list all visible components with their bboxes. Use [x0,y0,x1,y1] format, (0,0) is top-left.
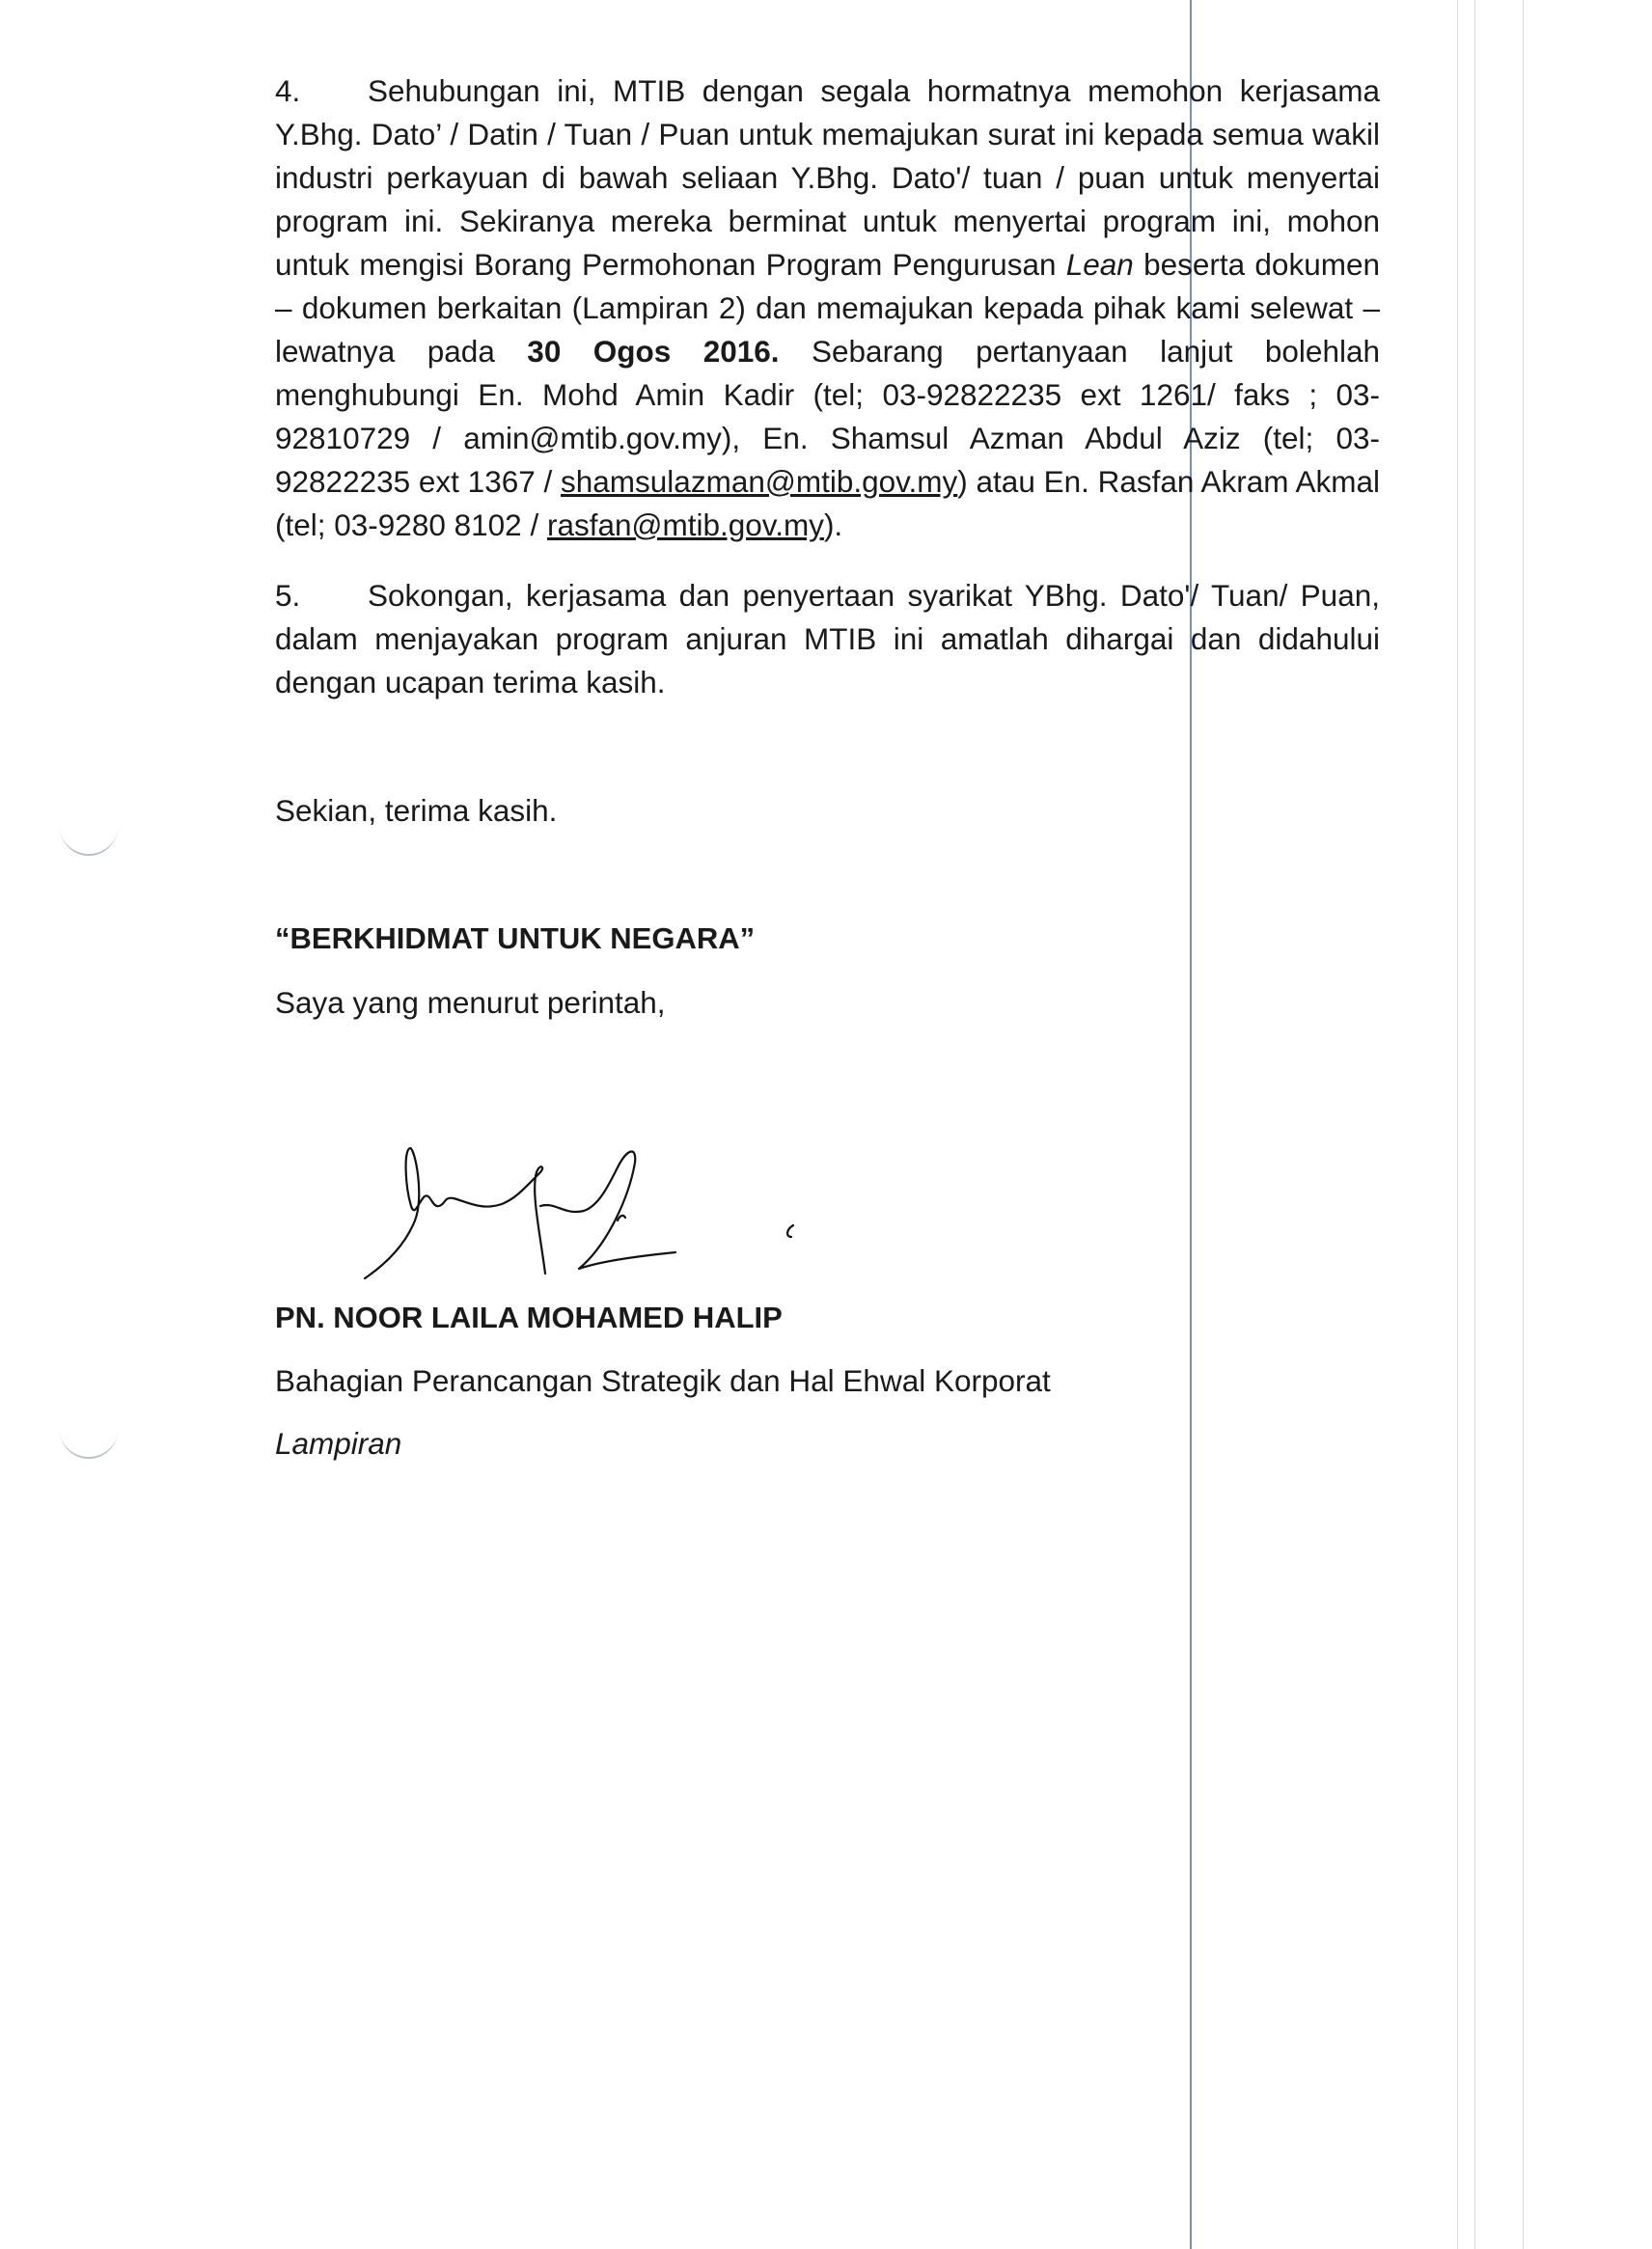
scan-line [1474,0,1475,2249]
scan-line [1457,0,1458,2249]
paragraph-text: Sebarang pertanyaan lanjut bolehlah menghubungi En. Mohd Amin Kadir (tel; 03-92822235 ext 1261/ faks ; 03-92810729 / amin@mtib.gov.my), En. Shamsul Azman Abdul Aziz (tel; 03-92822235 ext 1367 / [275,334,1380,499]
paragraph-text: ). [823,507,843,542]
paragraph-text: ) atau En. Rasfan Akram Akmal (tel; 03-9280 8102 / [275,464,1380,542]
deadline-date: 30 Ogos 2016. [527,334,780,369]
closing-text: Sekian, terima kasih. [275,793,558,828]
salutation: Saya yang menurut perintah, [275,985,666,1020]
paragraph-text: Sokongan, kerjasama dan penyertaan syarikat YBhg. Dato'/ Tuan/ Puan, dalam menjayakan program anjuran MTIB ini amatlah dihargai dan didahului dengan ucapan terima kasih. [275,578,1380,699]
attachment-label: Lampiran [275,1426,402,1461]
signatory-department: Bahagian Perancangan Strategik dan Hal Ehwal Korporat [275,1363,1051,1398]
paragraph-text: beserta dokumen – dokumen berkaitan (Lampiran 2) dan memajukan kepada pihak kami selewat – lewatnya pada [275,247,1380,369]
punch-hole-mark [60,815,118,856]
paragraph-5 [275,574,1380,704]
signature [347,1129,849,1293]
paragraph-text: Sehubungan ini, MTIB dengan segala hormatnya memohon kerjasama Y.Bhg. Dato’ / Datin / Tuan / Puan untuk memajukan surat ini kepada semua wakil industri perkayuan di bawah seliaan Y.Bhg. Dato'/ tuan / puan untuk menyertai program ini. Sekiranya mereka berminat untuk menyertai program ini, mohon untuk mengisi Borang Permohonan Program Pengurusan [275,73,1380,282]
signatory-name: PN. NOOR LAILA MOHAMED HALIP [275,1301,783,1334]
italic-term: Lean [1065,247,1134,282]
email-link-shamsul[interactable]: shamsulazman@mtib.gov.my [561,464,958,499]
paragraph-number: 5. [275,578,301,613]
paragraph-number: 4. [275,73,301,108]
punch-hole-mark [60,1418,118,1459]
scan-line [1523,0,1524,2249]
email-link-rasfan[interactable]: rasfan@mtib.gov.my [546,507,824,542]
motto: “BERKHIDMAT UNTUK NEGARA” [275,921,756,955]
paragraph-4 [275,69,1380,547]
